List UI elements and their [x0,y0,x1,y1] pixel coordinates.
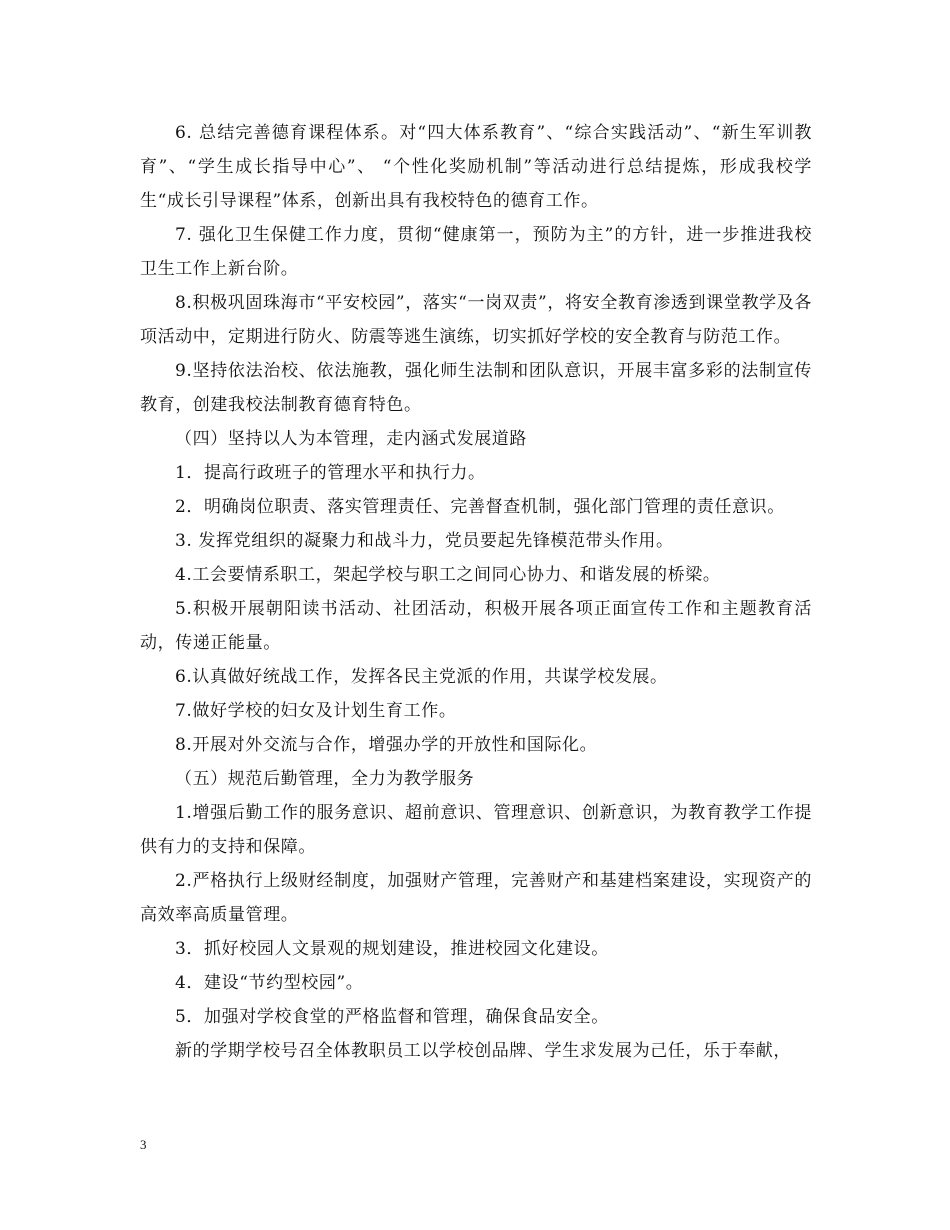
document-body [140,116,812,1068]
section-heading-5: （五）规范后勤管理，全力为教学服务 [175,769,475,789]
section-4-item-3: 3. 发挥党组织的凝聚力和战斗力，党员要起先锋模范带头作用。 [175,531,674,551]
paragraph-item-7: 7. 强化卫生保健工作力度，贯彻“健康第一，预防为主”的方针，进一步推进我校卫生工作上新台阶。 [140,225,812,279]
section-4-item-6: 6.认真做好统战工作，发挥各民主党派的作用，共谋学校发展。 [175,667,668,687]
section-5-item-2: 2.严格执行上级财经制度，加强财产管理，完善财产和基建档案建设，实现资产的高效率高质量管理。 [140,871,812,925]
paragraph-item-6: 6. 总结完善德育课程体系。对“四大体系教育”、“综合实践活动”、“新生军训教育”、“学生成长指导中心”、 “个性化奖励机制”等活动进行总结提炼，形成我校学生“成长引导课程”体系，创新出具有我校特色的德育工作。 [140,123,812,211]
page-number: 3 [140,1137,147,1152]
section-4-item-5: 5.积极开展朝阳读书活动、社团活动，积极开展各项正面宣传工作和主题教育活动，传递正能量。 [140,599,812,653]
paragraph-item-8: 8.积极巩固珠海市“平安校园”，落实“一岗双责”，将安全教育渗透到课堂教学及各项活动中，定期进行防火、防震等逃生演练，切实抓好学校的安全教育与防范工作。 [140,293,812,347]
closing-paragraph: 新的学期学校号召全体教职员工以学校创品牌、学生求发展为己任，乐于奉献， [175,1041,791,1061]
section-heading-4: （四）坚持以人为本管理，走内涵式发展道路 [175,429,527,449]
section-5-item-1: 1.增强后勤工作的服务意识、超前意识、管理意识、创新意识，为教育教学工作提供有力的支持和保障。 [140,803,812,857]
section-4-item-4: 4.工会要情系职工，架起学校与职工之间同心协力、和谐发展的桥梁。 [175,565,721,585]
section-4-item-1: 1．提高行政班子的管理水平和执行力。 [175,463,486,483]
section-5-item-5: 5．加强对学校食堂的严格监督和管理，确保食品安全。 [175,1007,609,1027]
section-4-item-7: 7.做好学校的妇女及计划生育工作。 [175,701,457,721]
section-4-item-2: 2．明确岗位职责、落实管理责任、完善督查机制，强化部门管理的责任意识。 [175,497,785,517]
paragraph-item-9: 9.坚持依法治校、依法施教，强化师生法制和团队意识，开展丰富多彩的法制宣传教育，创建我校法制教育德育特色。 [140,361,812,415]
section-5-item-3: 3．抓好校园人文景观的规划建设，推进校园文化建设。 [175,939,609,959]
section-5-item-4: 4．建设“节约型校园”。 [175,973,364,993]
section-4-item-8: 8.开展对外交流与合作，增强办学的开放性和国际化。 [175,735,598,755]
